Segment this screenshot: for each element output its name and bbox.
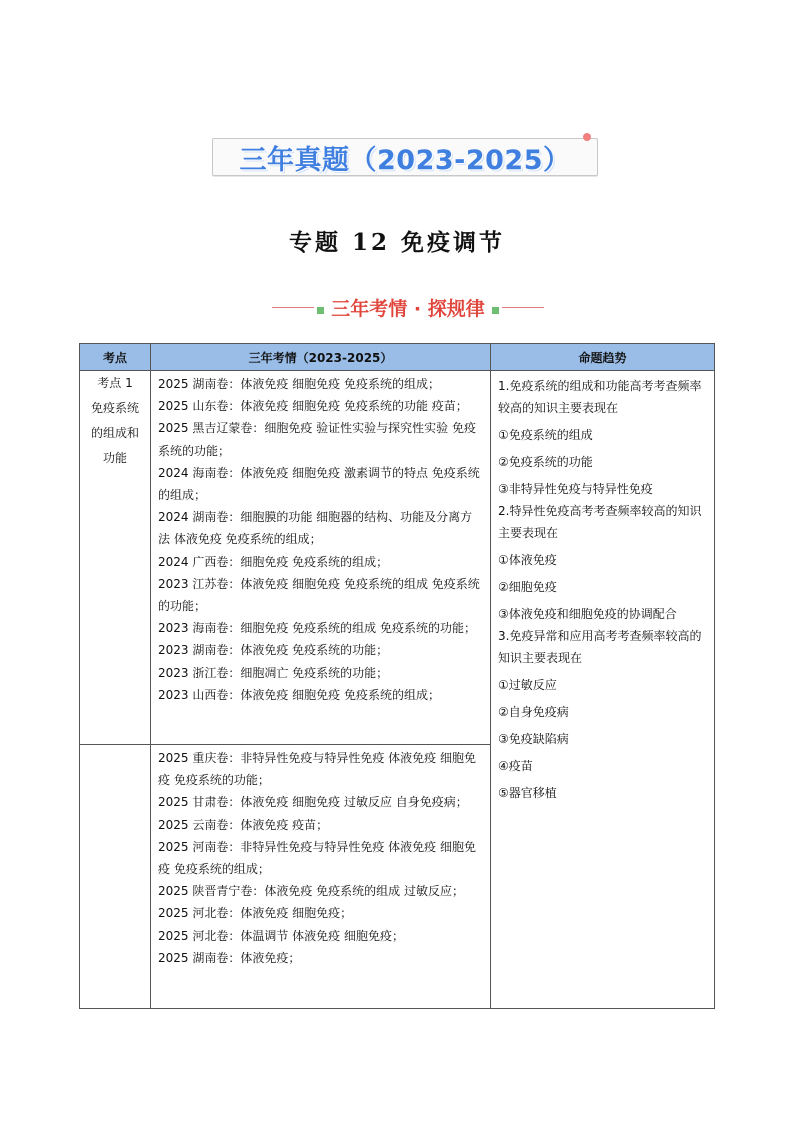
trend-item: ②自身免疫病: [498, 705, 569, 719]
page-title: 专题 12 免疫调节: [288, 229, 506, 256]
exam-entry: 2023 山西卷：体液免疫 细胞免疫 免疫系统的组成；: [158, 687, 440, 702]
kaodian-cell-empty: [80, 745, 151, 1009]
exam-analysis-table: [79, 343, 715, 1009]
table-header-row: [80, 344, 715, 371]
exam-entry: 2025 河南卷：非特异性免疫与特异性免疫 体液免疫 细胞免疫 免疫系统的组成；: [158, 839, 476, 877]
exam-entry: 2023 海南卷：细胞免疫 免疫系统的组成 免疫系统的功能；: [158, 621, 476, 636]
trend-item: ③免疫缺陷病: [498, 732, 569, 746]
trend-item: ①过敏反应: [498, 678, 557, 692]
trend-item: ①体液免疫: [498, 553, 557, 567]
trend-item: ③体液免疫和细胞免疫的协调配合: [498, 607, 677, 621]
exam-entry: 2025 河北卷：体液免疫 细胞免疫；: [158, 906, 353, 921]
exam-entry: 2025 陕晋青宁卷：体液免疫 免疫系统的组成 过敏反应；: [158, 884, 464, 899]
trend-item: 1.免疫系统的组成和功能高考考查频率较高的知识主要表现在: [498, 379, 702, 415]
trend-item: ②免疫系统的功能: [498, 455, 593, 469]
header-trend: 命题趋势: [491, 344, 715, 371]
trend-item: ③非特异性免疫与特异性免疫: [498, 482, 653, 496]
exam-entry: 2025 重庆卷：非特异性免疫与特异性免疫 体液免疫 细胞免疫 免疫系统的功能；: [158, 751, 476, 788]
trend-item: ②细胞免疫: [498, 580, 557, 594]
exam-entry: 2025 黑吉辽蒙卷：细胞免疫 验证性实验与探究性实验 免疫系统的功能；: [158, 421, 476, 458]
exam-entry: 2025 湖南卷：体液免疫 细胞免疫 免疫系统的组成；: [158, 377, 440, 391]
kaodian-label: 考点 1 免疫系统 的组成和 功能: [90, 376, 139, 465]
exam-entry: 2025 河北卷：体温调节 体液免疫 细胞免疫；: [158, 928, 404, 943]
trend-item: ④疫苗: [498, 759, 533, 773]
square-decoration-right: [492, 307, 499, 314]
header-kaodian: 考点: [80, 344, 151, 371]
header-exam-info: 三年考情（2023-2025）: [151, 344, 491, 371]
exam-entry: 2024 广西卷：细胞免疫 免疫系统的组成；: [158, 554, 389, 569]
exam-entry: 2023 湖南卷：体液免疫 免疫系统的功能；: [158, 643, 389, 658]
exam-entry: 2023 江苏卷：体液免疫 细胞免疫 免疫系统的组成 免疫系统的功能；: [158, 576, 480, 614]
banner-title: 三年真题（2023-2025）: [239, 144, 571, 176]
exam-info-cell: [151, 371, 491, 745]
trend-item: 3.免疫异常和应用高考考查频率较高的知识主要表现在: [498, 629, 702, 665]
trend-item: ⑤器官移植: [498, 786, 557, 800]
section-heading: [272, 294, 544, 320]
trend-item: 2.特异性免疫高考考查频率较高的知识主要表现在: [498, 504, 702, 540]
divider-right: [502, 307, 544, 308]
banner-dot-decoration: [583, 133, 591, 141]
kaodian-cell: [80, 371, 151, 745]
exam-entry: 2024 湖南卷：细胞膜的功能 细胞器的结构、功能及分离方法 体液免疫 免疫系统的组成；: [158, 510, 473, 547]
exam-entry: 2023 浙江卷：细胞凋亡 免疫系统的功能；: [158, 665, 389, 680]
exam-entry: 2025 甘肃卷：体液免疫 细胞免疫 过敏反应 自身免疫病；: [158, 795, 468, 810]
exam-info-cell: [151, 745, 491, 1009]
exam-entry: 2025 山东卷：体液免疫 细胞免疫 免疫系统的功能 疫苗；: [158, 399, 468, 414]
table-row: [80, 371, 715, 745]
exam-entry: 2025 湖南卷：体液免疫；: [158, 950, 301, 965]
exam-entry: 2024 海南卷：体液免疫 细胞免疫 激素调节的特点 免疫系统的组成；: [158, 465, 480, 503]
trend-item: ①免疫系统的组成: [498, 428, 593, 442]
title-banner: [212, 138, 598, 176]
divider-left: [272, 307, 314, 308]
exam-entry: 2025 云南卷：体液免疫 疫苗；: [158, 817, 329, 832]
section-heading-text: 三年考情 · 探规律: [331, 297, 485, 320]
trend-cell: [491, 371, 715, 1009]
square-decoration-left: [317, 307, 324, 314]
